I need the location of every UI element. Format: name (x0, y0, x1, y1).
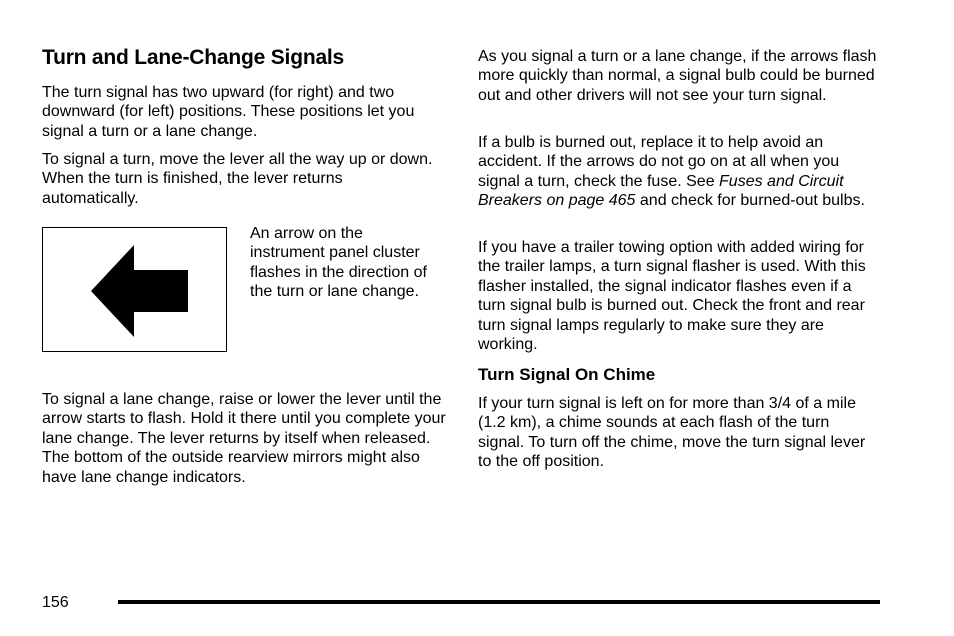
right-paragraph-2-text-a: If a bulb is burned out, replace it to help avoid an accident. If the arrows do not go on at all when you signal a turn, check the fuse. See (478, 134, 840, 190)
right-paragraph-2-text-b: and check for burned-out bulbs. (635, 192, 865, 210)
left-paragraph-2: To signal a turn, move the lever all the way up or down. When the turn is finished, the lever returns automatically. (42, 151, 433, 207)
footer-rule (118, 600, 880, 604)
right-paragraph-4: If your turn signal is left on for more than 3/4 of a mile (1.2 km), a chime sounds at each flash of the turn signal. To turn off the chime, move the turn signal lever to the off position. (478, 395, 866, 471)
page-number: 156 (42, 594, 69, 611)
right-paragraph-3: If you have a trailer towing option with added wiring for the trailer lamps, a turn signal flasher is used. With this flasher installed, the signal indicator flashes even if a turn signal bulb is burned out. Check the front and rear turn signal lamps regularly to make sure they are working. (478, 239, 866, 354)
left-arrow-icon (43, 228, 225, 350)
left-paragraph-1: The turn signal has two upward (for right) and two downward (for left) positions. These positions let you signal a turn or a lane change. (42, 84, 415, 140)
left-paragraph-3: To signal a lane change, raise or lower the lever until the arrow starts to flash. Hold it there until you complete your lane change. The lever returns by itself when released. The bottom of the outside rearview mirrors might also have lane change indicators. (42, 391, 446, 486)
right-paragraph-1: As you signal a turn or a lane change, if the arrows flash more quickly than normal, a signal bulb could be burned out and other drivers will not see your turn signal. (478, 48, 877, 104)
right-paragraph-2 (478, 133, 878, 211)
section-title: Turn and Lane-Change Signals (42, 46, 345, 69)
fuses-reference: Fuses and Circuit Breakers on page 465 (478, 172, 844, 210)
chime-subheading: Turn Signal On Chime (478, 365, 656, 384)
figure-caption: An arrow on the instrument panel cluster flashes in the direction of the turn or lane change. (250, 225, 427, 301)
turn-signal-figure (42, 227, 227, 352)
